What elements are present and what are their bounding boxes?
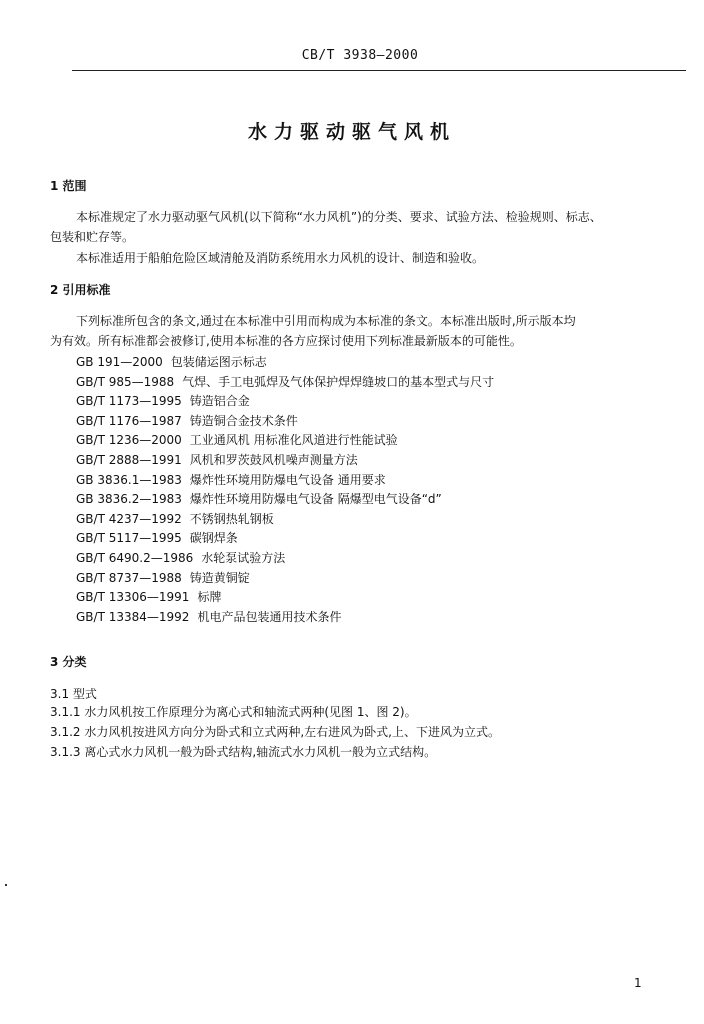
reference-item (76, 589, 221, 605)
reference-item (76, 354, 267, 370)
scan-speck (5, 884, 7, 886)
reference-code: GB/T 8737—1988 (76, 570, 182, 585)
reference-code: GB 3836.2—1983 (76, 492, 182, 507)
reference-title: 风机和罗茨鼓风机噪声测量方法 (189, 453, 358, 467)
reference-item (76, 413, 298, 429)
header-rule (72, 70, 686, 71)
reference-code: GB/T 1176—1987 (76, 413, 182, 428)
reference-code: GB/T 4237—1992 (76, 511, 182, 526)
reference-item (76, 609, 341, 625)
reference-title: 包装储运图示标志 (170, 355, 267, 369)
section-1-heading: 1 范围 (50, 179, 87, 193)
clause-3-1-2: 3.1.2 水力风机按进风方向分为卧式和立式两种,左右进风为卧式,上、下进风为立式。 (50, 725, 500, 739)
clause-3-1-1: 3.1.1 水力风机按工作原理分为离心式和轴流式两种(见图 1、图 2)。 (50, 705, 417, 719)
s2-paragraph-line-2: 为有效。所有标准都会被修订,使用本标准的各方应探讨使用下列标准最新版本的可能性。 (50, 334, 522, 348)
section-2-heading: 2 引用标准 (50, 283, 111, 297)
s2-paragraph-line-1: 下列标准所包含的条文,通过在本标准中引用而构成为本标准的条文。本标准出版时,所示版本均 (76, 314, 576, 328)
reference-title: 爆炸性环境用防爆电气设备 通用要求 (189, 472, 386, 487)
section-3-heading: 3 分类 (50, 655, 87, 669)
reference-item (76, 550, 285, 566)
reference-item (76, 393, 250, 409)
reference-title: 铸造铝合金 (189, 394, 250, 409)
document-title: 水力驱动驱气风机 (247, 121, 456, 143)
s1-paragraph-1-line-1: 本标准规定了水力驱动驱气风机(以下简称“水力风机”)的分类、要求、试验方法、检验规则、标志、 (76, 210, 602, 224)
reference-code: GB/T 985—1988 (76, 374, 175, 389)
reference-item (76, 511, 274, 527)
reference-item (76, 374, 494, 390)
clause-3-1-3: 3.1.3 离心式水力风机一般为卧式结构,轴流式水力风机一般为立式结构。 (50, 745, 437, 759)
reference-title: 铸造黄铜锭 (189, 570, 250, 585)
reference-code: GB/T 5117—1995 (76, 531, 182, 546)
reference-title: 水轮泵试验方法 (201, 551, 286, 565)
reference-code: GB/T 1173—1995 (76, 394, 182, 409)
reference-item (76, 570, 250, 586)
reference-title: 工业通风机 用标准化风道进行性能试验 (189, 433, 398, 448)
reference-code: GB/T 1236—2000 (76, 433, 182, 448)
reference-code: GB 191—2000 (76, 355, 163, 369)
reference-title: 铸造铜合金技术条件 (189, 413, 298, 428)
reference-item (76, 491, 442, 507)
reference-item (76, 530, 238, 546)
s1-paragraph-1-line-2: 包装和贮存等。 (50, 230, 135, 244)
reference-item (76, 432, 398, 448)
reference-title: 机电产品包装通用技术条件 (197, 609, 342, 624)
reference-code: GB/T 2888—1991 (76, 453, 182, 467)
reference-code: GB/T 13306—1991 (76, 590, 190, 605)
reference-item (76, 452, 358, 468)
reference-item (76, 472, 386, 488)
reference-code: GB 3836.1—1983 (76, 472, 182, 487)
reference-title: 气焊、手工电弧焊及气体保护焊焊缝坡口的基本型式与尺寸 (182, 374, 495, 389)
reference-title: 标牌 (197, 590, 222, 605)
reference-code: GB/T 6490.2—1986 (76, 551, 194, 565)
standard-code-header: CB/T 3938—2000 (301, 48, 419, 63)
reference-title: 爆炸性环境用防爆电气设备 隔爆型电气设备“d” (189, 492, 442, 507)
s3-subsection-3-1: 3.1 型式 (50, 687, 97, 701)
reference-title: 不锈钢热轧钢板 (189, 511, 274, 526)
s1-paragraph-2: 本标准适用于船舶危险区域清舱及消防系统用水力风机的设计、制造和验收。 (76, 251, 485, 265)
page-number: 1 (634, 976, 642, 990)
reference-code: GB/T 13384—1992 (76, 609, 190, 624)
reference-title: 碳钢焊条 (189, 531, 238, 546)
